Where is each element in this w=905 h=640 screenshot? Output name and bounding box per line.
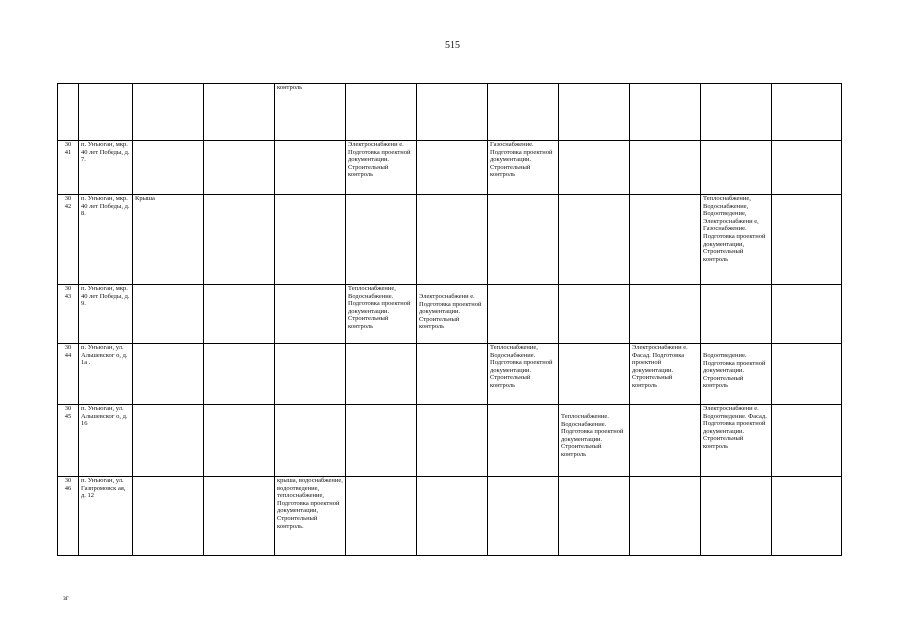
work-cell: Теплоснабжение, Водоснабжение. Подготовка проектной документации. Строительный контроль bbox=[488, 344, 559, 405]
address-cell: п. Унъюган, мкр. 40 лет Победы, д. 7. bbox=[79, 141, 133, 195]
table-row bbox=[58, 405, 842, 477]
row-number: 30 42 bbox=[58, 195, 79, 285]
table-row bbox=[58, 141, 842, 195]
work-cell: Электроснабжени е. Подготовка проектной документации. Строительный контроль bbox=[417, 285, 488, 344]
table-row bbox=[58, 84, 842, 141]
table-row bbox=[58, 195, 842, 285]
table-row bbox=[58, 285, 842, 344]
address-cell: п. Унъюган, ул. Альшевског о, д. 1а . bbox=[79, 344, 133, 405]
row-number: 30 45 bbox=[58, 405, 79, 477]
row-number: 30 41 bbox=[58, 141, 79, 195]
table-row bbox=[58, 344, 842, 405]
cell: контроль bbox=[275, 84, 346, 141]
work-cell: Газоснабжение. Подготовка проектной документации. Строительный контроль bbox=[488, 141, 559, 195]
address-cell: п. Унъюган, мкр. 40 лет Победы, д. 8. bbox=[79, 195, 133, 285]
footer-mark: зг bbox=[63, 594, 69, 602]
address-cell: п. Унъюган, ул. Альшевског о, д. 16 bbox=[79, 405, 133, 477]
row-number: 30 44 bbox=[58, 344, 79, 405]
work-cell: Электроснабжени е. Водоотведение. Фасад. Подготовка проектной документации. Строительный контроль bbox=[701, 405, 772, 477]
work-cell: крыша, водоснабжение, водоотведение, теплоснабжение, Подготовка проектной документации, Строительный контроль. bbox=[275, 477, 346, 556]
work-cell: Электроснабжени е. Фасад. Подготовка проектной документации. Строительный контроль bbox=[630, 344, 701, 405]
repair-schedule-table bbox=[57, 83, 842, 556]
work-cell: Теплоснабжение, Водоснабжение. Подготовка проектной документации. Строительный контроль bbox=[346, 285, 417, 344]
row-number: 30 43 bbox=[58, 285, 79, 344]
address-cell: п. Унъюган, мкр. 40 лет Победы, д. 9. bbox=[79, 285, 133, 344]
work-cell: Теплоснабжение. Водоснабжение. Подготовка проектной документации. Строительный контроль bbox=[559, 405, 630, 477]
work-cell: Теплоснабжение, Водоснабжение, Водоотведение, Электроснабжени е, Газоснабжение. Подготовка проектной документации, Строительный контроль bbox=[701, 195, 772, 285]
row-number: 30 46 bbox=[58, 477, 79, 556]
work-cell: Крыша bbox=[133, 195, 204, 285]
work-cell: Электроснабжени е. Подготовка проектной документации. Строительный контроль bbox=[346, 141, 417, 195]
page-number: 515 bbox=[445, 40, 460, 51]
table-row bbox=[58, 477, 842, 556]
work-cell: Водоотведение. Подготовка проектной документации. Строительный контроль bbox=[701, 344, 772, 405]
address-cell: п. Унъюган, ул. Газпромовск ая, д. 12 bbox=[79, 477, 133, 556]
